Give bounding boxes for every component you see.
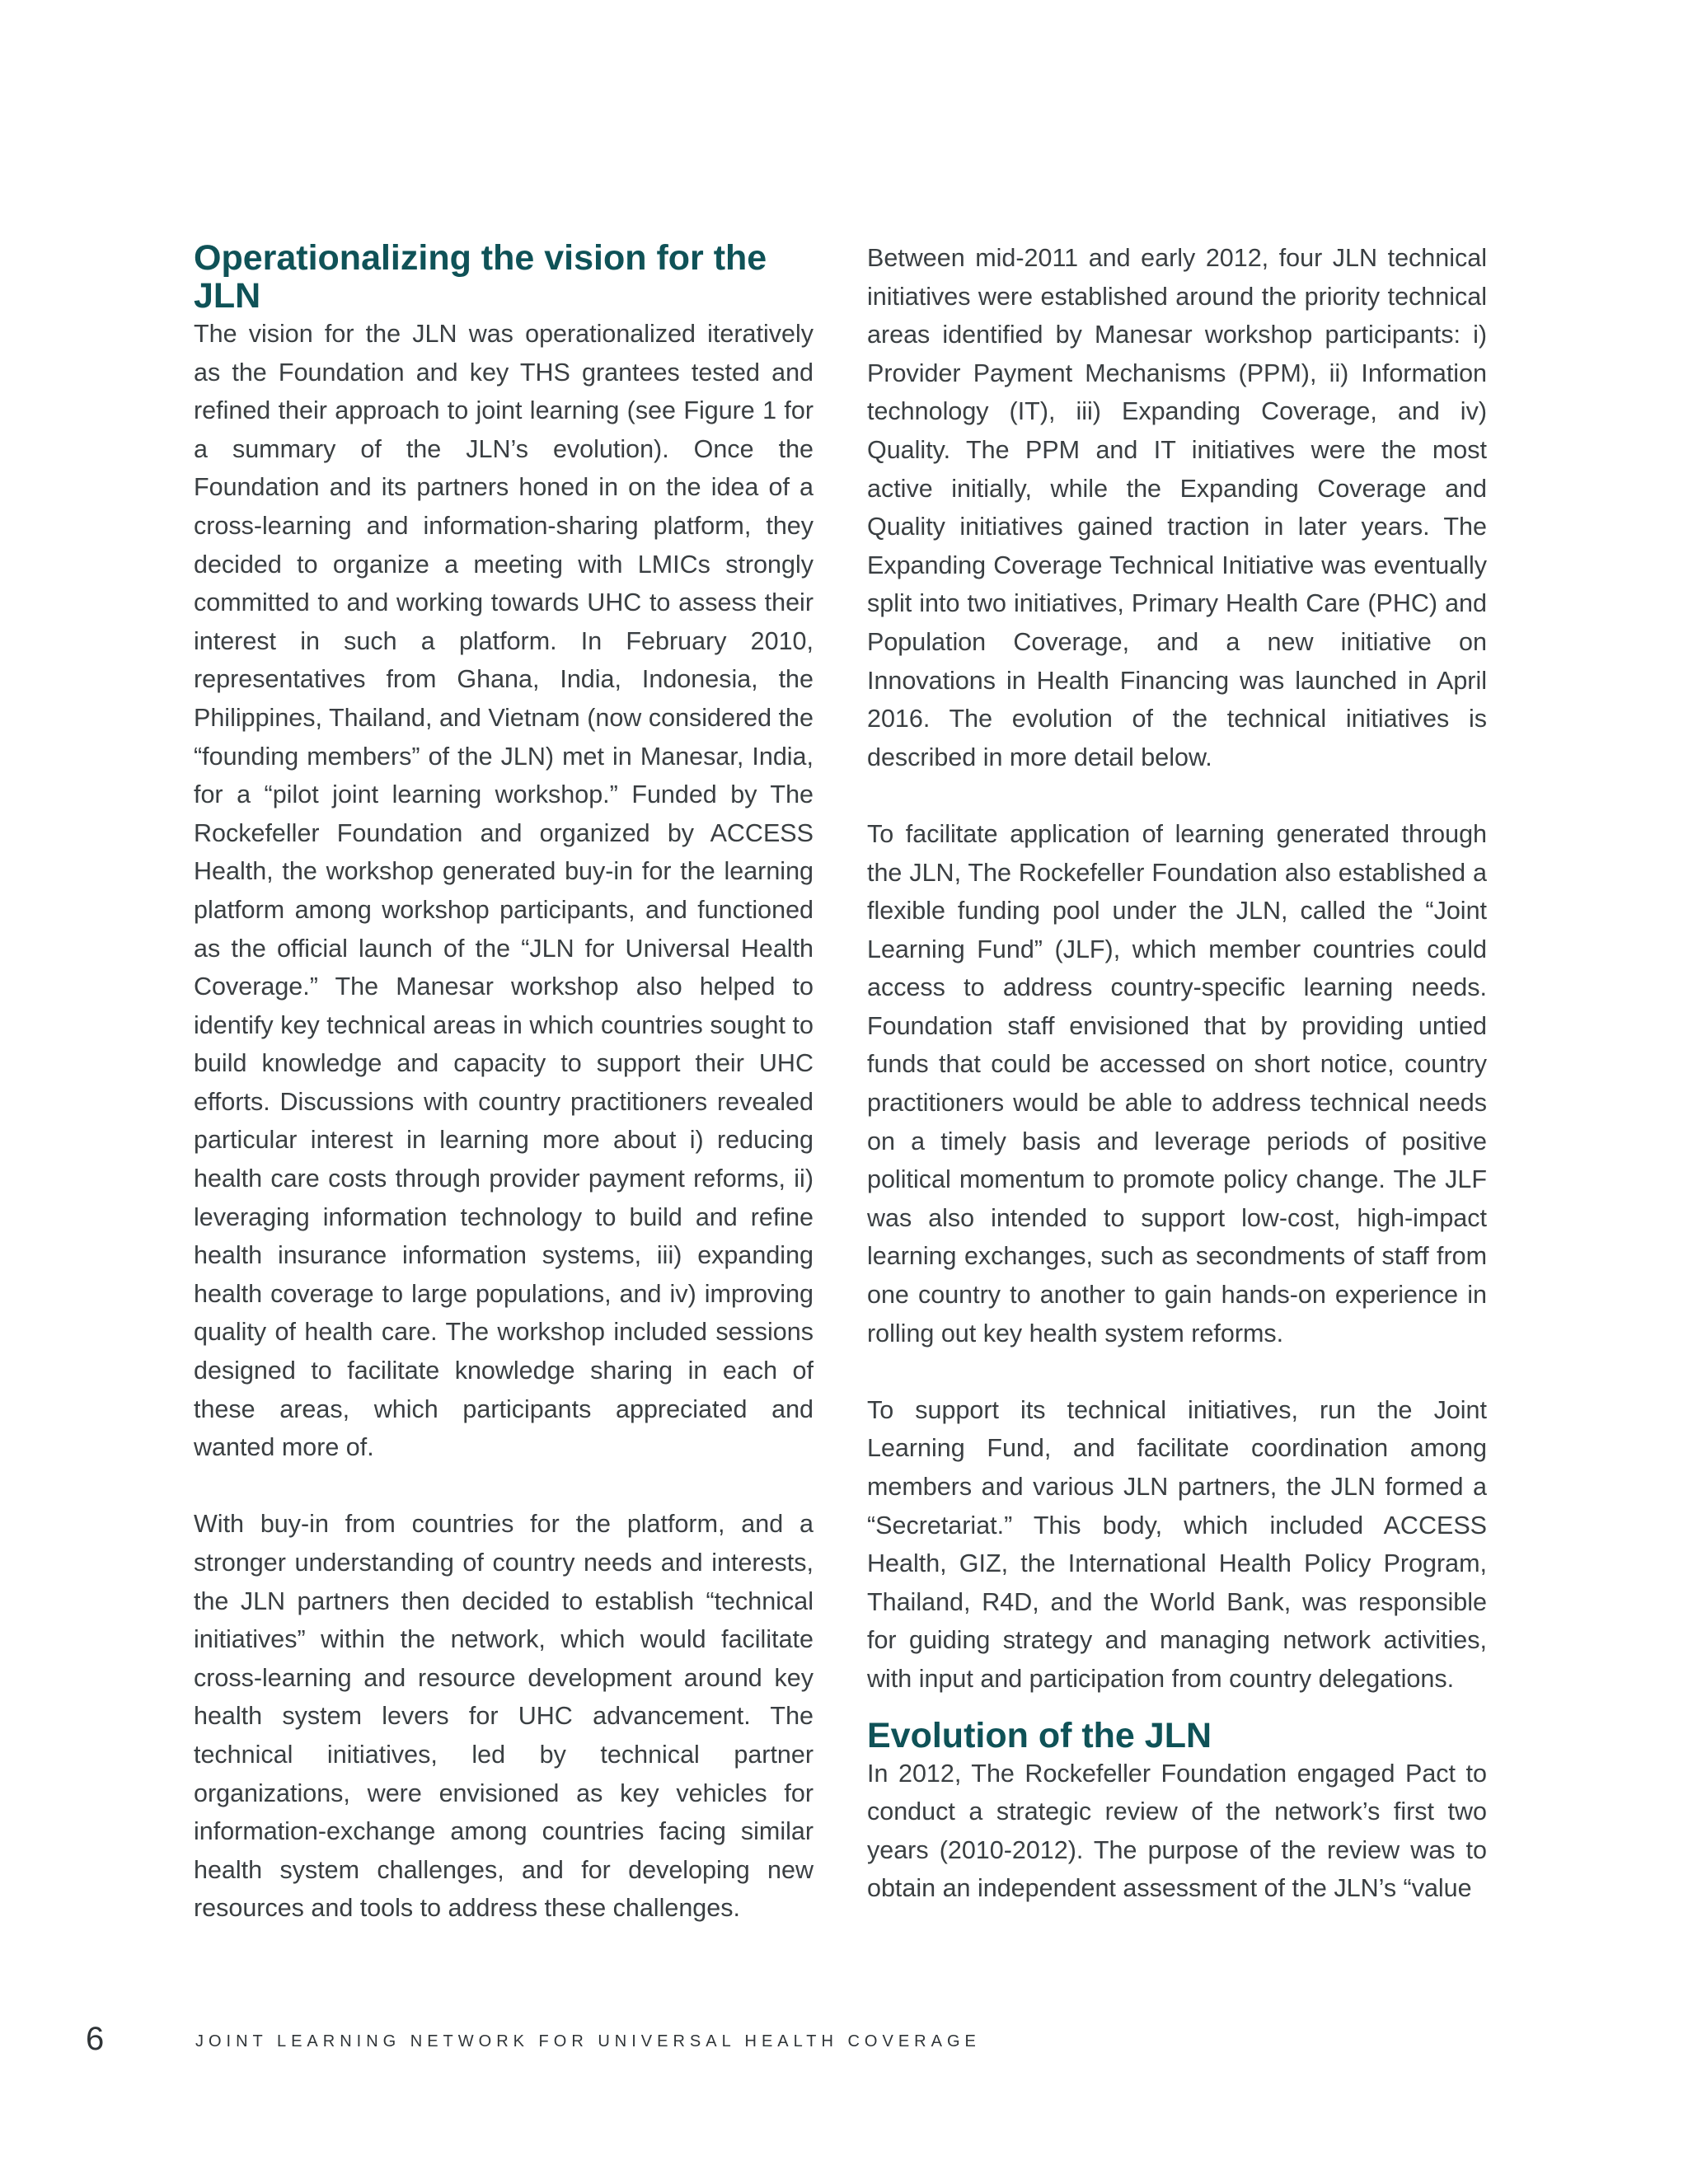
page-number: 6 <box>86 2021 105 2057</box>
body-paragraph: The vision for the JLN was operationalized iteratively as the Foundation and key THS grantees tested and refined their approach to joint learning (see Figure 1 for a summary of the JLN’s evolution). Once the Foundation and its partners honed in on the idea of a cross-learning and information-sharing platform, they decided to organize a meeting with LMICs strongly committed to and working towards UHC to assess their interest in such a platform. In February 2010, representatives from Ghana, India, Indonesia, the Philippines, Thailand, and Vietnam (now considered the “founding members” of the JLN) met in Manesar, India, for a “pilot joint learning workshop.” Funded by The Rockefeller Foundation and organized by ACCESS Health, the workshop generated buy-in for the learning platform among workshop participants, and functioned as the official launch of the “JLN for Universal Health Coverage.” The Manesar workshop also helped to identify key technical areas in which countries sought to build knowledge and capacity to support their UHC efforts. Discussions with country practitioners revealed particular interest in learning more about i) reducing health care costs through provider payment reforms, ii) leveraging information technology to build and refine health insurance information systems, iii) expanding health coverage to large populations, and iv) improving quality of health care. The workshop included sessions designed to facilitate knowledge sharing in each of these areas, which participants appreciated and wanted more of. <box>194 320 814 1462</box>
body-paragraph: In 2012, The Rockefeller Foundation engaged Pact to conduct a strategic review of the network’s first two years (2010-2012). The purpose of the review was to obtain an independent assessment of the JLN’s “value <box>867 1759 1487 1903</box>
running-footer-title: JOINT LEARNING NETWORK FOR UNIVERSAL HEALTH COVERAGE <box>195 2032 981 2050</box>
left-column <box>194 239 814 1928</box>
right-column <box>867 239 1487 1908</box>
body-paragraph: Between mid-2011 and early 2012, four JLN technical initiatives were established around the priority technical areas identified by Manesar workshop participants: i) Provider Payment Mechanisms (PPM), ii) Information technology (IT), iii) Expanding Coverage, and iv) Quality. The PPM and IT initiatives were the most active initially, while the Expanding Coverage and Quality initiatives gained traction in later years. The Expanding Coverage Technical Initiative was eventually split into two initiatives, Primary Health Care (PHC) and Population Coverage, and a new initiative on Innovations in Health Financing was launched in April 2016. The evolution of the technical initiatives is described in more detail below. <box>867 244 1487 771</box>
section-heading-operationalizing: Operationalizing the vision for the JLN <box>194 238 767 316</box>
section-heading-evolution: Evolution of the JLN <box>867 1715 1212 1755</box>
body-paragraph: To facilitate application of learning generated through the JLN, The Rockefeller Foundation also established a flexible funding pool under the JLN, called the “Joint Learning Fund” (JLF), which member countries could access to address country-specific learning needs. Foundation staff envisioned that by providing untied funds that could be accessed on short notice, country practitioners would be able to address technical needs on a timely basis and leverage periods of positive political momentum to promote policy change. The JLF was also intended to support low-cost, high-impact learning exchanges, such as secondments of staff from one country to another to gain hands-on experience in rolling out key health system reforms. <box>867 819 1487 1347</box>
body-paragraph: With buy-in from countries for the platform, and a stronger understanding of country needs and interests, the JLN partners then decided to establish “technical initiatives” within the network, which would facilitate cross-learning and resource development around key health system levers for UHC advancement. The technical initiatives, led by technical partner organizations, were envisioned as key vehicles for information-exchange among countries facing similar health system challenges, and for developing new resources and tools to address these challenges. <box>194 1510 814 1923</box>
body-paragraph: To support its technical initiatives, run the Joint Learning Fund, and facilitate coordination among members and various JLN partners, the JLN formed a “Secretariat.” This body, which included ACCESS Health, GIZ, the International Health Policy Program, Thailand, R4D, and the World Bank, was responsible for guiding strategy and managing network activities, with input and participation from country delegations. <box>867 1395 1487 1693</box>
